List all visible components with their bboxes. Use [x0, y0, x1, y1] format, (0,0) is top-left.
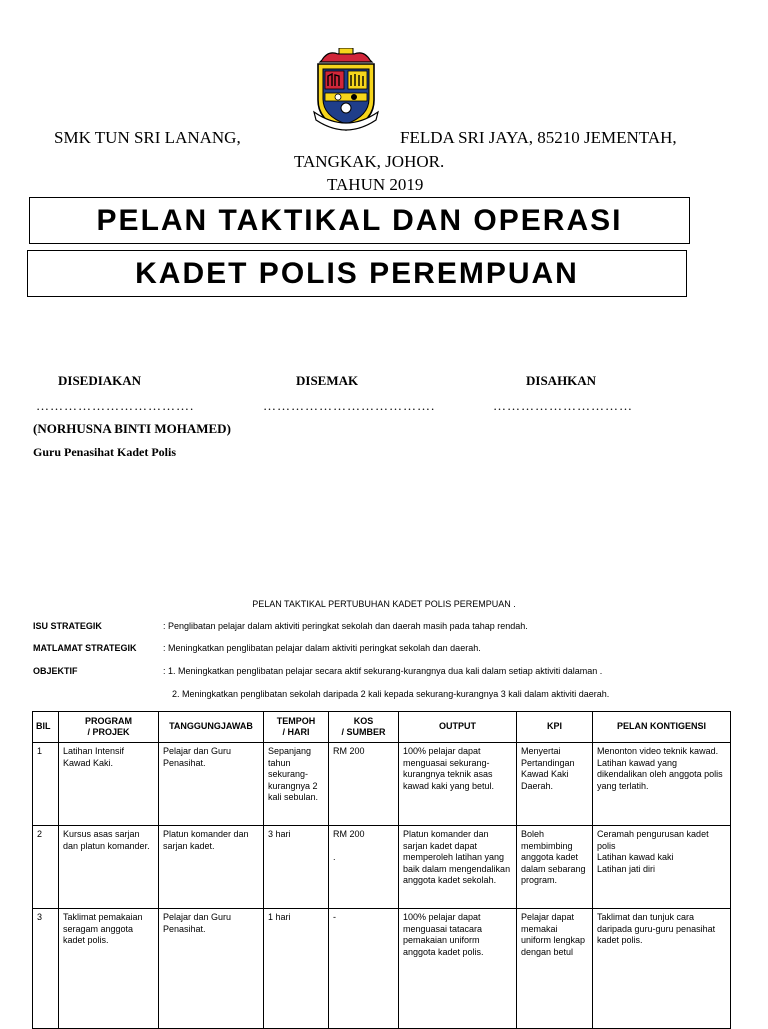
- cell-tempoh: 3 hari: [264, 826, 329, 909]
- table-row: [33, 909, 731, 1029]
- cell-tanggungjawab: Pelajar dan Guru Penasihat.: [159, 909, 264, 1029]
- cell-kpi: Boleh membimbing anggota kadet dalam sebarang program.: [517, 826, 593, 909]
- isu-value: : Penglibatan pelajar dalam aktiviti peringkat sekolah dan daerah masih pada tahap rendah.: [163, 621, 528, 631]
- header-bil: BIL: [33, 712, 59, 743]
- approved-signature-line: …………………………: [493, 398, 633, 413]
- objektif-2: 2. Meningkatkan penglibatan sekolah daripada 2 kali kepada sekurang-kurangnya 3 kali dalam aktiviti daerah.: [172, 689, 610, 699]
- prepared-label: DISEDIAKAN: [58, 373, 142, 388]
- school-address-line1: FELDA SRI JAYA, 85210 JEMENTAH,: [400, 128, 677, 147]
- cell-program: Kursus asas sarjan dan platun komander.: [59, 826, 159, 909]
- header-tanggungjawab: TANGGUNGJAWAB: [159, 712, 264, 743]
- cell-tempoh: 1 hari: [264, 909, 329, 1029]
- cell-kos: -: [329, 909, 399, 1029]
- document-subtitle: KADET POLIS PEREMPUAN: [135, 256, 579, 290]
- isu-label: ISU STRATEGIK: [33, 621, 102, 631]
- school-address-line2: TANGKAK, JOHOR.: [294, 152, 445, 171]
- document-title: PELAN TAKTIKAL DAN OPERASI: [96, 203, 623, 237]
- document-title-box: [29, 197, 690, 244]
- objektif-label: OBJEKTIF: [33, 666, 78, 676]
- preparer-role: Guru Penasihat Kadet Polis: [33, 445, 177, 459]
- cell-pelan-kontigensi: Taklimat dan tunjuk cara daripada guru-guru penasihat kadet polis.: [593, 909, 731, 1029]
- objektif-1: : 1. Meningkatkan penglibatan pelajar secara aktif sekurang-kurangnya dua kali dalam setiap aktiviti dalaman .: [163, 666, 603, 676]
- preparer-name: (NORHUSNA BINTI MOHAMED): [33, 421, 231, 436]
- approved-label: DISAHKAN: [526, 373, 597, 388]
- header-program: PROGRAM / PROJEK: [59, 712, 159, 743]
- cell-output: 100% pelajar dapat menguasai tatacara pemakaian uniform anggota kadet polis.: [399, 909, 517, 1029]
- cell-tanggungjawab: Platun komander dan sarjan kadet.: [159, 826, 264, 909]
- cell-kos: RM 200 .: [329, 826, 399, 909]
- cell-output: Platun komander dan sarjan kadet dapat memperoleh latihan yang baik dalam mengendalikan anggota kadet sekolah.: [399, 826, 517, 909]
- cell-tempoh: Sepanjang tahun sekurang-kurangnya 2 kali sebulan.: [264, 743, 329, 826]
- table-header-row: [33, 712, 731, 743]
- matlamat-value: : Meningkatkan penglibatan pelajar dalam aktiviti peringkat sekolah dan daerah.: [163, 643, 481, 653]
- checked-signature-line: ……………………………….: [263, 398, 436, 413]
- prepared-signature-line: …………………………….: [36, 398, 195, 413]
- cell-bil: 2: [33, 826, 59, 909]
- cell-bil: 1: [33, 743, 59, 826]
- cell-pelan-kontigensi: Menonton video teknik kawad. Latihan kawad yang dikendalikan oleh anggota polis yang terlatih.: [593, 743, 731, 826]
- plan-table: [32, 711, 731, 1029]
- cell-kpi: Menyertai Pertandingan Kawad Kaki Daerah.: [517, 743, 593, 826]
- document-year: TAHUN 2019: [327, 175, 424, 194]
- cell-kos: RM 200: [329, 743, 399, 826]
- header-pelan-kontigensi: PELAN KONTIGENSI: [593, 712, 731, 743]
- cell-tanggungjawab: Pelajar dan Guru Penasihat.: [159, 743, 264, 826]
- header-output: OUTPUT: [399, 712, 517, 743]
- header-kos: KOS / SUMBER: [329, 712, 399, 743]
- school-crest-logo: [308, 48, 384, 134]
- cell-pelan-kontigensi: Ceramah pengurusan kadet polis Latihan kawad kaki Latihan jati diri: [593, 826, 731, 909]
- document-subtitle-box: [27, 250, 687, 297]
- header-kpi: KPI: [517, 712, 593, 743]
- cell-program: Taklimat pemakaian seragam anggota kadet polis.: [59, 909, 159, 1029]
- matlamat-label: MATLAMAT STRATEGIK: [33, 643, 137, 653]
- cell-kpi: Pelajar dapat memakai uniform lengkap dengan betul: [517, 909, 593, 1029]
- plan-heading: PELAN TAKTIKAL PERTUBUHAN KADET POLIS PEREMPUAN .: [252, 599, 516, 609]
- checked-label: DISEMAK: [296, 373, 359, 388]
- header-tempoh: TEMPOH / HARI: [264, 712, 329, 743]
- cell-program: Latihan Intensif Kawad Kaki.: [59, 743, 159, 826]
- cell-output: 100% pelajar dapat menguasai sekurang-kurangnya teknik asas kawad kaki yang betul.: [399, 743, 517, 826]
- school-name: SMK TUN SRI LANANG,: [54, 128, 241, 147]
- table-row: [33, 826, 731, 909]
- table-row: [33, 743, 731, 826]
- cell-bil: 3: [33, 909, 59, 1029]
